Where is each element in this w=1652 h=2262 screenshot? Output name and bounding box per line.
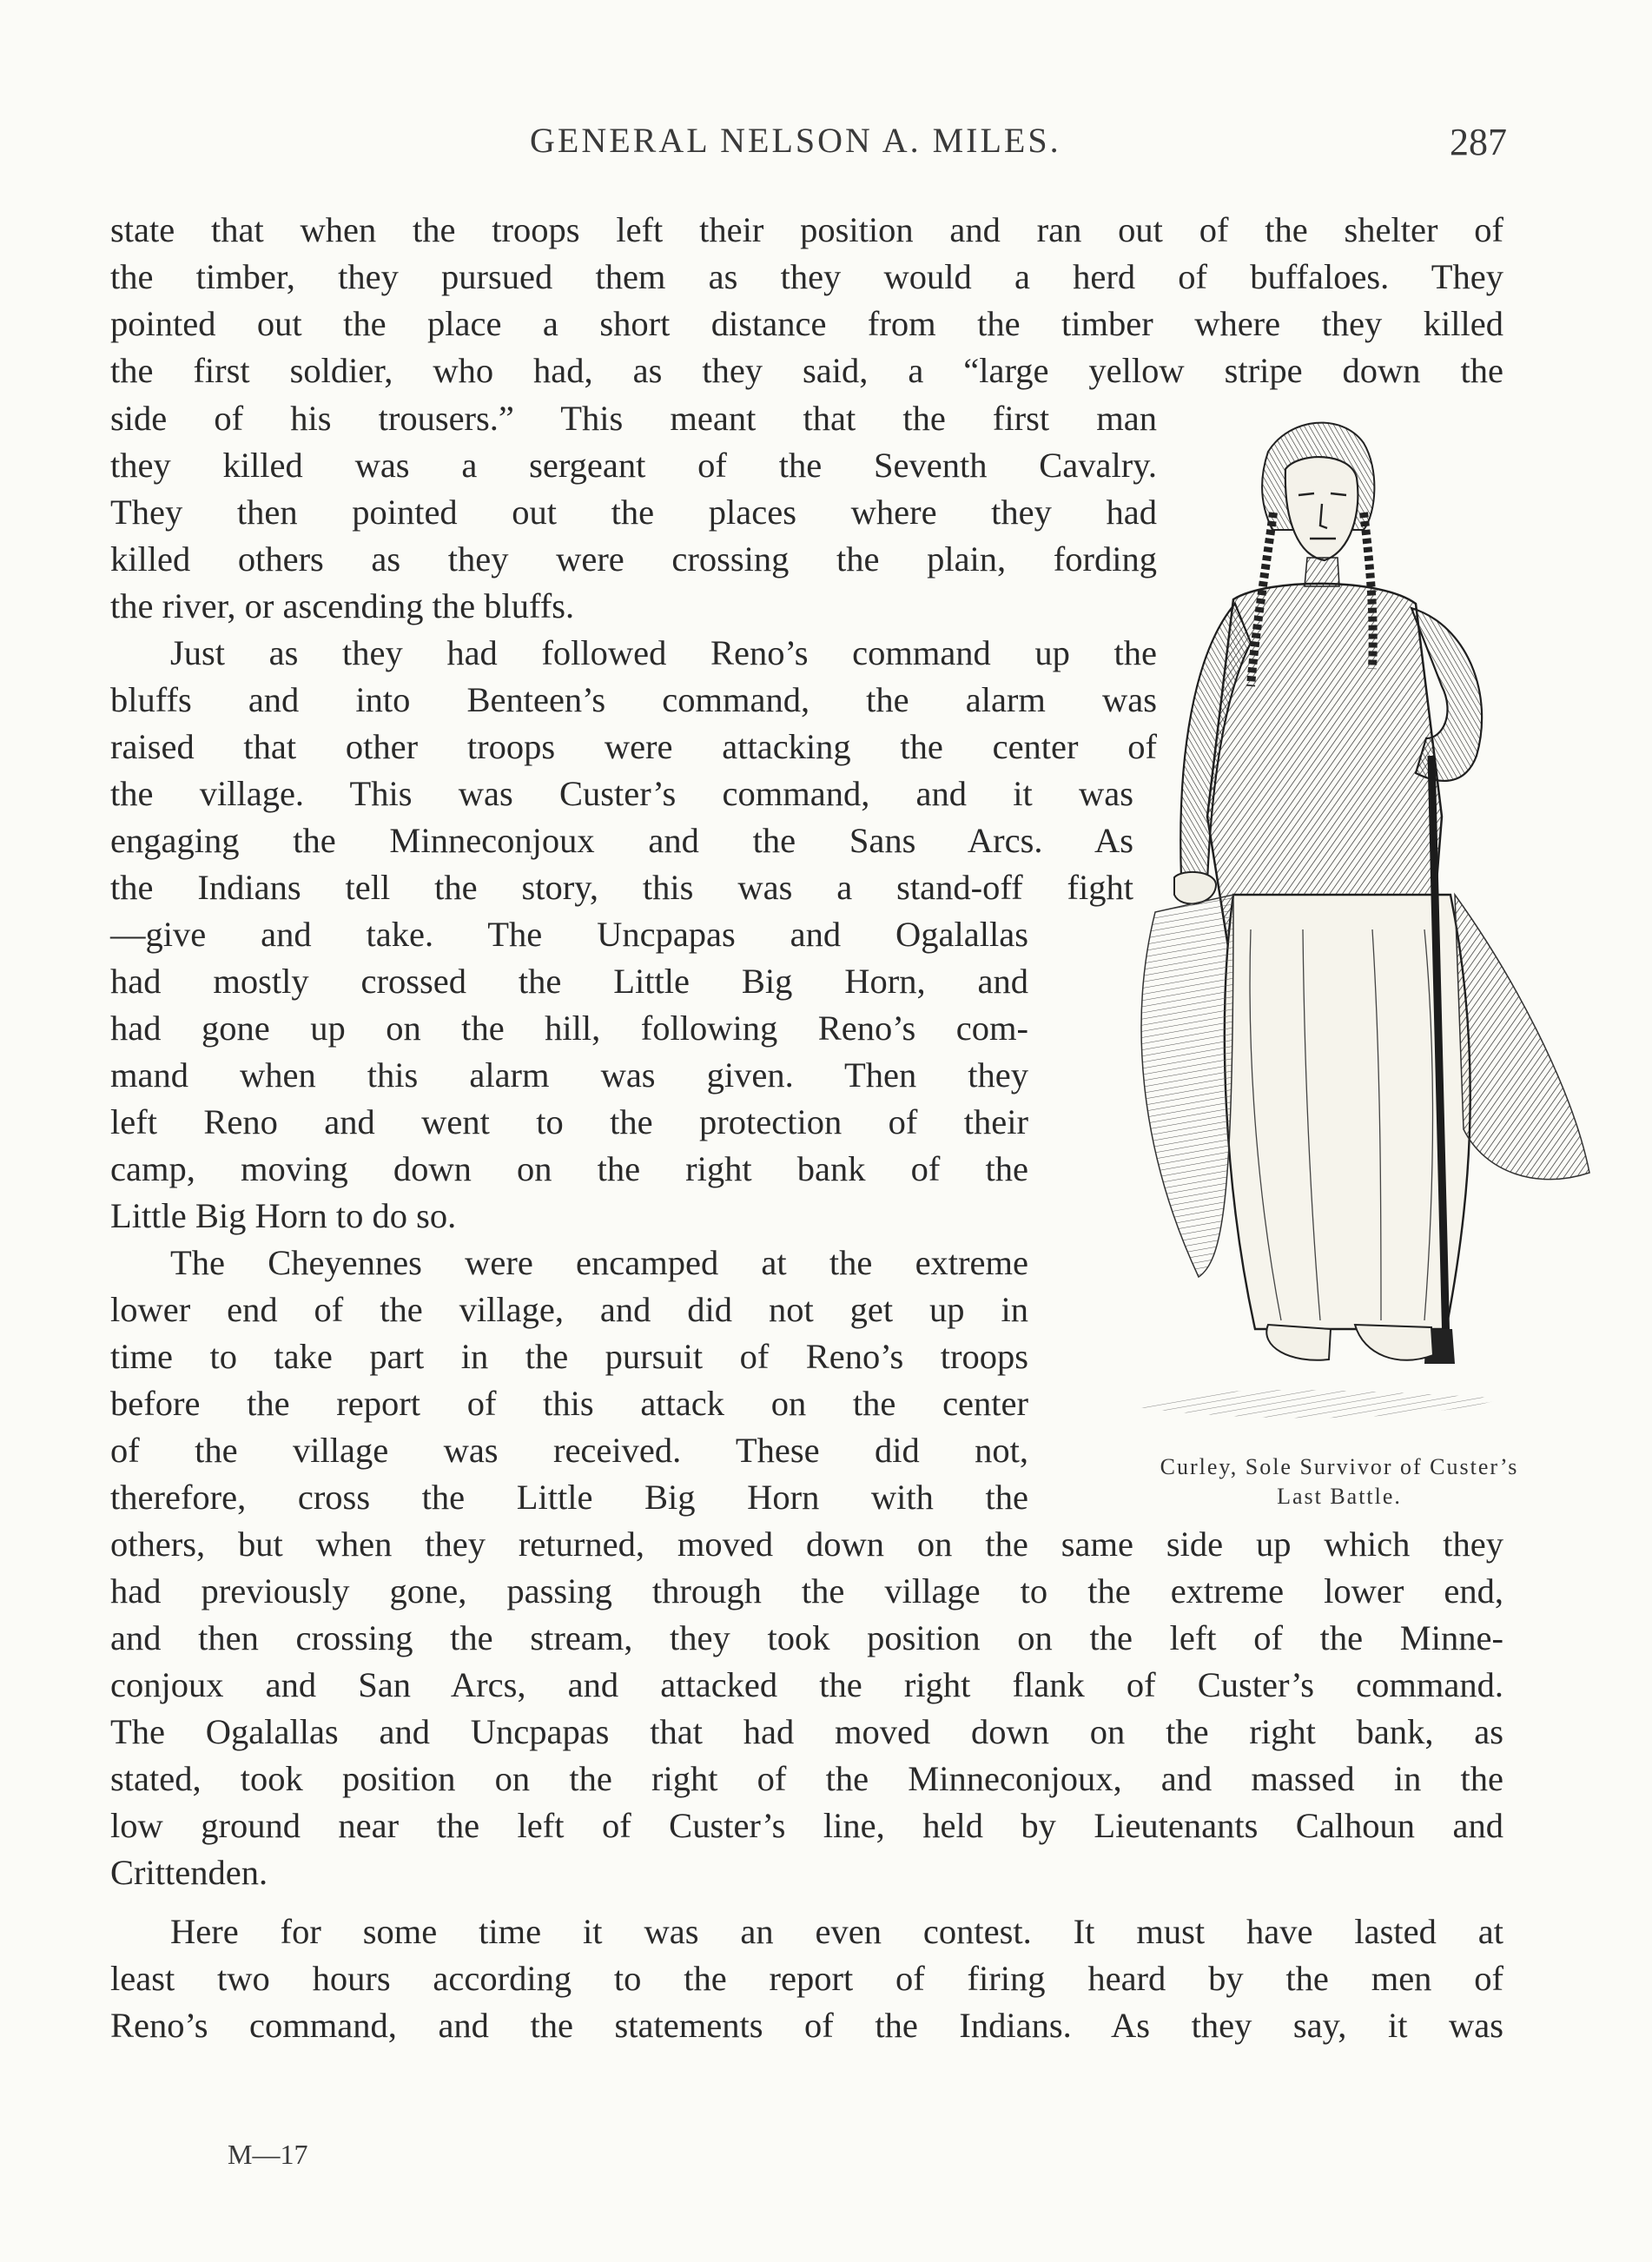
text-line: They then pointed out the places where they had [110, 493, 1157, 532]
text-line: The Ogalallas and Uncpapas that had moved down on the right bank, as [110, 1712, 1503, 1751]
text-line: The Cheyennes were encamped at the extreme [170, 1243, 1028, 1282]
text-line: camp, moving down on the right bank of the [110, 1149, 1028, 1188]
text-line: Crittenden. [110, 1853, 268, 1892]
text-line: before the report of this attack on the center [110, 1384, 1028, 1423]
text-line: side of his trousers.” This meant that the first man [110, 399, 1157, 438]
text-line: the Indians tell the story, this was a stand-off fight [110, 868, 1133, 907]
text-line: stated, took position on the right of the Minneconjoux, and massed in the [110, 1759, 1503, 1798]
text-line: low ground near the left of Custer’s line, held by Lieutenants Calhoun and [110, 1806, 1503, 1845]
text-line: least two hours according to the report of firing heard by the men of [110, 1959, 1503, 1998]
text-line: left Reno and went to the protection of their [110, 1102, 1028, 1141]
text-line: had mostly crossed the Little Big Horn, and [110, 962, 1028, 1001]
text-line: the river, or ascending the bluffs. [110, 586, 575, 625]
signature-mark: M—17 [228, 2139, 308, 2170]
text-line: they killed was a sergeant of the Seventh Cavalry. [110, 446, 1157, 485]
text-line: bluffs and into Benteen’s command, the alarm was [110, 680, 1157, 719]
text-line: therefore, cross the Little Big Horn with the [110, 1478, 1028, 1517]
text-line: time to take part in the pursuit of Reno’s troops [110, 1337, 1028, 1376]
text-line: raised that other troops were attacking the center of [110, 727, 1157, 766]
running-head [109, 120, 1507, 172]
text-line: mand when this alarm was given. Then they [110, 1055, 1028, 1095]
text-line: conjoux and San Arcs, and attacked the right flank of Custer’s command. [110, 1665, 1503, 1704]
text-line: pointed out the place a short distance from the timber where they killed [110, 304, 1503, 343]
figure-caption [1058, 1452, 1621, 1511]
illustration-curley [1103, 408, 1624, 1451]
text-line: others, but when they returned, moved down on the same side up which they [110, 1525, 1503, 1564]
caption-line: Curley, Sole Survivor of Custer’s [1160, 1454, 1519, 1479]
text-line: had previously gone, passing through the village to the extreme lower end, [110, 1571, 1503, 1611]
text-line: the first soldier, who had, as they said, a “large yellow stripe down the [110, 351, 1503, 390]
text-line: of the village was received. These did not, [110, 1431, 1028, 1470]
text-line: had gone up on the hill, following Reno’s com- [110, 1009, 1028, 1048]
text-line: engaging the Minneconjoux and the Sans Arcs. As [110, 821, 1133, 860]
text-line: —give and take. The Uncpapas and Ogalallas [110, 915, 1028, 954]
text-line: Reno’s command, and the statements of the Indians. As they say, it was [110, 2006, 1503, 2045]
text-line: and then crossing the stream, they took position on the left of the Minne- [110, 1618, 1503, 1657]
text-line: state that when the troops left their position and ran out of the shelter of [110, 210, 1503, 249]
text-line: Here for some time it was an even contest. It must have lasted at [170, 1912, 1503, 1951]
text-line: Little Big Horn to do so. [110, 1196, 457, 1235]
text-line: Just as they had followed Reno’s command up the [170, 633, 1157, 672]
caption-line: Last Battle. [1277, 1484, 1402, 1509]
text-line: the timber, they pursued them as they would a herd of buffaloes. They [110, 257, 1503, 296]
page-number: 287 [1450, 121, 1507, 163]
text-line: lower end of the village, and did not get up in [110, 1290, 1028, 1329]
running-title: GENERAL NELSON A. MILES. [530, 121, 1061, 160]
text-line: killed others as they were crossing the plain, fording [110, 539, 1157, 579]
text-line: the village. This was Custer’s command, and it was [110, 774, 1133, 813]
